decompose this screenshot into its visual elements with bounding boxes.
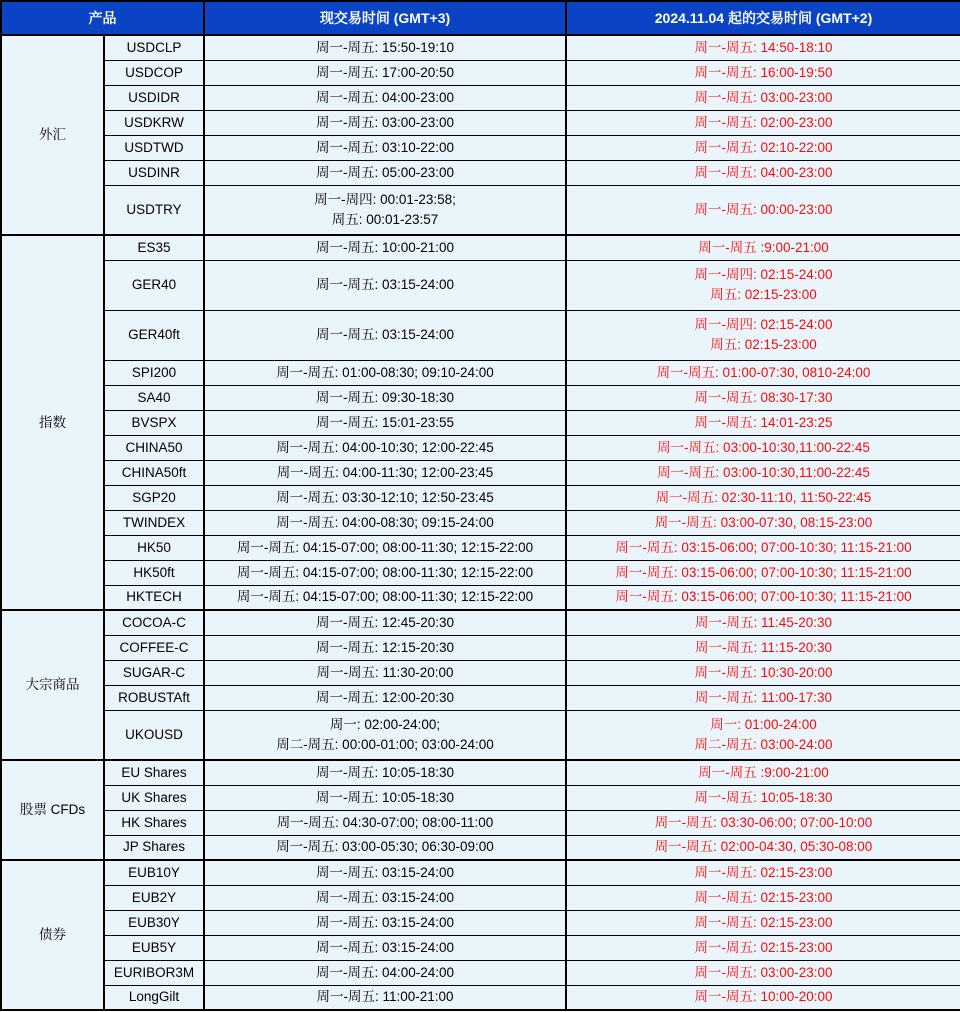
table-row xyxy=(1,135,960,160)
current-hours-cell xyxy=(204,985,566,1010)
table-row xyxy=(1,235,960,260)
hours-line: 周一-周五: 02:00-23:00 xyxy=(694,114,833,130)
hours-line: 周一: 01:00-24:00 xyxy=(710,717,817,733)
product-cell: JP Shares xyxy=(104,835,204,860)
hours-line: 周一-周五: 03:15-24:00 xyxy=(315,939,455,955)
product-cell: HK50ft xyxy=(104,560,204,585)
hours-line: 周一-周五: 04:00-24:00 xyxy=(315,964,455,980)
new-hours-cell xyxy=(566,260,960,310)
product-cell: GER40 xyxy=(104,260,204,310)
current-hours-cell xyxy=(204,910,566,935)
new-hours-cell xyxy=(566,435,960,460)
product-cell: HK Shares xyxy=(104,810,204,835)
new-hours-cell xyxy=(566,860,960,885)
hours-line: 周一-周五: 03:15-06:00; 07:00-10:30; 11:15-21:00 xyxy=(615,564,912,580)
new-hours-cell xyxy=(566,85,960,110)
table-row xyxy=(1,360,960,385)
current-hours-cell xyxy=(204,760,566,785)
hours-line: 周一-周五: 02:15-23:00 xyxy=(694,889,833,905)
hours-line: 周五: 02:15-23:00 xyxy=(710,337,817,352)
current-hours-cell xyxy=(204,160,566,185)
product-cell: USDKRW xyxy=(104,110,204,135)
current-hours-cell xyxy=(204,885,566,910)
hours-line: 周一-周五: 04:15-07:00; 08:00-11:30; 12:15-22:00 xyxy=(236,539,534,555)
hours-line: 周一-周五 :9:00-21:00 xyxy=(698,764,829,780)
table-row xyxy=(1,585,960,610)
new-hours-cell xyxy=(566,785,960,810)
hours-line: 周一-周五: 08:30-17:30 xyxy=(694,389,833,405)
new-hours-cell xyxy=(566,485,960,510)
category-cell: 债券 xyxy=(1,860,104,1010)
product-cell: SA40 xyxy=(104,385,204,410)
new-hours-cell xyxy=(566,610,960,635)
table-body xyxy=(1,35,960,1010)
hours-line: 周一-周五: 11:00-17:30 xyxy=(694,689,833,705)
product-cell: EUB30Y xyxy=(104,910,204,935)
table-row xyxy=(1,385,960,410)
hours-line: 周一-周五: 04:15-07:00; 08:00-11:30; 12:15-22:00 xyxy=(236,564,534,580)
new-hours-cell xyxy=(566,60,960,85)
product-cell: EUB5Y xyxy=(104,935,204,960)
hours-line: 周一-周五: 02:00-04:30, 05:30-08:00 xyxy=(654,839,873,855)
hours-line: 周一-周五: 11:15-20:30 xyxy=(694,639,833,655)
table-row xyxy=(1,660,960,685)
current-hours-cell xyxy=(204,785,566,810)
hours-line: 周一-周五: 17:00-20:50 xyxy=(315,64,455,80)
current-hours-cell xyxy=(204,410,566,435)
hours-line: 周一-周五: 03:00-05:30; 06:30-09:00 xyxy=(276,839,494,855)
current-hours-cell xyxy=(204,635,566,660)
table-row xyxy=(1,60,960,85)
table-row xyxy=(1,635,960,660)
hours-line: 周一-周五: 03:15-24:00 xyxy=(315,327,455,343)
hours-line: 周一-周五: 11:00-21:00 xyxy=(316,989,454,1005)
new-hours-cell xyxy=(566,935,960,960)
hours-line: 周一-周五: 10:00-20:00 xyxy=(694,989,833,1005)
current-hours-cell xyxy=(204,685,566,710)
hours-line: 周一-周五: 15:50-19:10 xyxy=(315,39,455,55)
new-hours-cell xyxy=(566,235,960,260)
product-cell: EURIBOR3M xyxy=(104,960,204,985)
product-cell: CHINA50 xyxy=(104,435,204,460)
hours-line: 周一-周五: 05:00-23:00 xyxy=(315,164,455,180)
hours-line: 周一-周五: 04:00-23:00 xyxy=(315,89,455,105)
table-row xyxy=(1,435,960,460)
table-row xyxy=(1,110,960,135)
hours-line: 周一-周五: 15:01-23:55 xyxy=(315,414,455,430)
product-cell: ES35 xyxy=(104,235,204,260)
new-hours-cell xyxy=(566,835,960,860)
current-hours-cell xyxy=(204,435,566,460)
current-hours-cell xyxy=(204,235,566,260)
current-hours-cell xyxy=(204,35,566,60)
new-hours-cell xyxy=(566,310,960,360)
hours-line: 周一-周五: 10:30-20:00 xyxy=(694,664,833,680)
product-cell: USDIDR xyxy=(104,85,204,110)
hours-line: 周一-周五: 02:15-23:00 xyxy=(694,914,833,930)
current-hours-cell xyxy=(204,135,566,160)
hours-line: 周二-周五: 03:00-24:00 xyxy=(694,736,833,752)
hours-line: 周一-周五: 03:00-10:30,11:00-22:45 xyxy=(657,439,870,455)
current-hours-cell xyxy=(204,460,566,485)
hours-line: 周一-周五: 03:15-24:00 xyxy=(315,277,455,293)
hours-line: 周一-周五: 14:50-18:10 xyxy=(694,39,833,55)
product-cell: EUB10Y xyxy=(104,860,204,885)
hours-line: 周一-周五: 03:00-23:00 xyxy=(315,114,455,130)
product-cell: TWINDEX xyxy=(104,510,204,535)
hours-line: 周一-周五: 02:30-11:10, 11:50-22:45 xyxy=(655,489,872,505)
current-hours-cell xyxy=(204,585,566,610)
current-hours-cell xyxy=(204,310,566,360)
new-hours-cell xyxy=(566,160,960,185)
table-row xyxy=(1,610,960,635)
hours-line: 周一-周五: 03:30-06:00; 07:00-10:00 xyxy=(654,814,873,830)
current-hours-cell xyxy=(204,110,566,135)
product-cell: SUGAR-C xyxy=(104,660,204,685)
hours-line: 周一-周五: 10:00-21:00 xyxy=(315,239,455,255)
current-hours-cell xyxy=(204,860,566,885)
product-cell: ROBUSTAft xyxy=(104,685,204,710)
product-cell: EUB2Y xyxy=(104,885,204,910)
product-cell: USDTRY xyxy=(104,185,204,235)
product-cell: USDINR xyxy=(104,160,204,185)
table-row xyxy=(1,160,960,185)
hours-line: 周一-周五: 03:15-06:00; 07:00-10:30; 11:15-21:00 xyxy=(615,589,912,605)
hours-line: 周一-周四: 00:01-23:58; xyxy=(314,192,456,208)
new-hours-cell xyxy=(566,35,960,60)
hours-line: 周一-周四: 02:15-24:00 xyxy=(694,317,833,333)
table-row xyxy=(1,935,960,960)
hours-line: 周一-周四: 02:15-24:00 xyxy=(694,267,833,283)
hours-line: 周一-周五: 00:00-23:00 xyxy=(694,201,833,217)
hours-line: 周一-周五: 03:00-23:00 xyxy=(694,89,833,105)
current-hours-cell xyxy=(204,260,566,310)
new-hours-cell xyxy=(566,960,960,985)
hours-line: 周一-周五: 04:15-07:00; 08:00-11:30; 12:15-22:00 xyxy=(236,589,534,605)
product-cell: HKTECH xyxy=(104,585,204,610)
new-hours-cell xyxy=(566,885,960,910)
hours-line: 周一-周五: 04:00-08:30; 09:15-24:00 xyxy=(276,514,494,530)
hours-line: 周二-周五: 00:00-01:00; 03:00-24:00 xyxy=(276,736,494,752)
current-hours-cell xyxy=(204,60,566,85)
hours-line: 周一-周五: 10:05-18:30 xyxy=(315,789,455,805)
table-row xyxy=(1,960,960,985)
hours-line: 周一-周五: 12:45-20:30 xyxy=(315,614,455,630)
new-hours-cell xyxy=(566,360,960,385)
hours-line: 周一-周五: 16:00-19:50 xyxy=(694,64,833,80)
table-row xyxy=(1,510,960,535)
new-hours-cell xyxy=(566,410,960,435)
new-hours-cell xyxy=(566,660,960,685)
new-hours-cell xyxy=(566,810,960,835)
hours-line: 周一-周五: 03:15-24:00 xyxy=(315,864,455,880)
hours-line: 周五: 00:01-23:57 xyxy=(331,211,439,227)
new-hours-cell xyxy=(566,510,960,535)
product-cell: COFFEE-C xyxy=(104,635,204,660)
hours-line: 周一-周五: 03:10-22:00 xyxy=(315,139,455,155)
hours-line: 周一-周五: 04:00-23:00 xyxy=(694,164,833,180)
current-hours-cell xyxy=(204,835,566,860)
header-current-hours: 现交易时间 (GMT+3) xyxy=(204,1,566,35)
header-new-hours: 2024.11.04 起的交易时间 (GMT+2) xyxy=(566,1,960,35)
hours-line: 周一-周五 :9:00-21:00 xyxy=(698,239,829,255)
product-cell: LongGilt xyxy=(104,985,204,1010)
current-hours-cell xyxy=(204,660,566,685)
current-hours-cell xyxy=(204,935,566,960)
current-hours-cell xyxy=(204,510,566,535)
hours-line: 周一-周五: 09:30-18:30 xyxy=(315,389,455,405)
table-row xyxy=(1,85,960,110)
hours-line: 周一-周五: 04:00-11:30; 12:00-23:45 xyxy=(276,464,494,480)
current-hours-cell xyxy=(204,710,566,760)
product-cell: HK50 xyxy=(104,535,204,560)
hours-line: 周一-周五: 04:30-07:00; 08:00-11:00 xyxy=(276,814,494,830)
hours-line: 周一-周五: 11:45-20:30 xyxy=(694,614,833,630)
hours-line: 周五: 02:15-23:00 xyxy=(710,287,817,302)
product-cell: UKOUSD xyxy=(104,710,204,760)
table-row xyxy=(1,535,960,560)
new-hours-cell xyxy=(566,635,960,660)
current-hours-cell xyxy=(204,360,566,385)
product-cell: EU Shares xyxy=(104,760,204,785)
hours-line: 周一-周五: 04:00-10:30; 12:00-22:45 xyxy=(276,439,494,455)
hours-line: 周一-周五: 03:00-07:30, 08:15-23:00 xyxy=(654,514,873,530)
table-row xyxy=(1,310,960,360)
header-row xyxy=(1,1,960,35)
new-hours-cell xyxy=(566,910,960,935)
table-row xyxy=(1,485,960,510)
hours-line: 周一-周五: 03:15-24:00 xyxy=(315,914,455,930)
product-cell: CHINA50ft xyxy=(104,460,204,485)
hours-line: 周一-周五: 12:00-20:30 xyxy=(315,689,455,705)
table-row xyxy=(1,860,960,885)
product-cell: USDCLP xyxy=(104,35,204,60)
table-row xyxy=(1,910,960,935)
hours-line: 周一-周五: 10:05-18:30 xyxy=(315,764,455,780)
new-hours-cell xyxy=(566,685,960,710)
table-row xyxy=(1,885,960,910)
hours-line: 周一-周五: 03:15-06:00; 07:00-10:30; 11:15-21:00 xyxy=(615,539,912,555)
category-cell: 大宗商品 xyxy=(1,610,104,760)
new-hours-cell xyxy=(566,110,960,135)
hours-line: 周一-周五: 03:15-24:00 xyxy=(315,889,455,905)
product-cell: USDCOP xyxy=(104,60,204,85)
current-hours-cell xyxy=(204,610,566,635)
current-hours-cell xyxy=(204,810,566,835)
current-hours-cell xyxy=(204,85,566,110)
table-row xyxy=(1,260,960,310)
hours-line: 周一-周五: 11:30-20:00 xyxy=(316,664,454,680)
hours-line: 周一-周五: 10:05-18:30 xyxy=(694,789,833,805)
new-hours-cell xyxy=(566,560,960,585)
product-cell: SGP20 xyxy=(104,485,204,510)
new-hours-cell xyxy=(566,585,960,610)
table-row xyxy=(1,560,960,585)
product-cell: BVSPX xyxy=(104,410,204,435)
table-row xyxy=(1,685,960,710)
current-hours-cell xyxy=(204,385,566,410)
table-row xyxy=(1,985,960,1010)
current-hours-cell xyxy=(204,485,566,510)
hours-line: 周一-周五: 03:00-23:00 xyxy=(694,964,833,980)
hours-line: 周一-周五: 01:00-07:30, 0810-24:00 xyxy=(656,364,871,380)
new-hours-cell xyxy=(566,385,960,410)
new-hours-cell xyxy=(566,760,960,785)
table-header xyxy=(1,1,960,35)
header-product: 产品 xyxy=(1,1,204,35)
hours-line: 周一-周五: 01:00-08:30; 09:10-24:00 xyxy=(276,364,494,380)
new-hours-cell xyxy=(566,985,960,1010)
table-row xyxy=(1,785,960,810)
hours-line: 周一-周五: 02:15-23:00 xyxy=(694,939,833,955)
hours-line: 周一-周五: 14:01-23:25 xyxy=(694,414,833,430)
category-cell: 外汇 xyxy=(1,35,104,235)
hours-line: 周一-周五: 03:30-12:10; 12:50-23:45 xyxy=(276,489,494,505)
product-cell: SPI200 xyxy=(104,360,204,385)
table-row xyxy=(1,410,960,435)
table-row xyxy=(1,460,960,485)
new-hours-cell xyxy=(566,710,960,760)
hours-line: 周一: 02:00-24:00; xyxy=(329,717,441,733)
product-cell: USDTWD xyxy=(104,135,204,160)
new-hours-cell xyxy=(566,460,960,485)
new-hours-cell xyxy=(566,535,960,560)
table-row xyxy=(1,810,960,835)
new-hours-cell xyxy=(566,135,960,160)
new-hours-cell xyxy=(566,185,960,235)
table-row xyxy=(1,185,960,235)
category-cell: 指数 xyxy=(1,235,104,610)
current-hours-cell xyxy=(204,185,566,235)
product-cell: GER40ft xyxy=(104,310,204,360)
product-cell: COCOA-C xyxy=(104,610,204,635)
category-cell: 股票 CFDs xyxy=(1,760,104,860)
table-row xyxy=(1,35,960,60)
hours-line: 周一-周五: 02:10-22:00 xyxy=(694,139,833,155)
product-cell: UK Shares xyxy=(104,785,204,810)
hours-line: 周一-周五: 12:15-20:30 xyxy=(315,639,455,655)
table-row xyxy=(1,760,960,785)
table-row xyxy=(1,835,960,860)
table-row xyxy=(1,710,960,760)
current-hours-cell xyxy=(204,560,566,585)
current-hours-cell xyxy=(204,960,566,985)
hours-line: 周一-周五: 03:00-10:30,11:00-22:45 xyxy=(657,464,870,480)
current-hours-cell xyxy=(204,535,566,560)
hours-line: 周一-周五: 02:15-23:00 xyxy=(694,864,833,880)
